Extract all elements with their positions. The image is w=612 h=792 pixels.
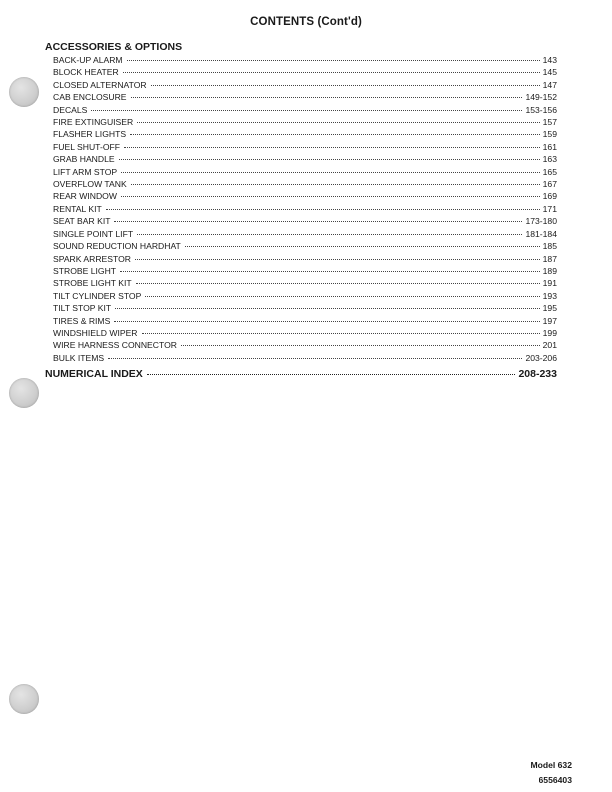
dot-leader: [108, 358, 522, 359]
dot-leader: [185, 246, 540, 247]
toc-entry-page: 187: [542, 253, 557, 264]
toc-entry-page: 143: [542, 55, 557, 65]
toc-entry-label: STROBE LIGHT: [53, 265, 117, 276]
dot-leader: [127, 60, 540, 61]
toc-entry-label: GRAB HANDLE: [53, 154, 115, 165]
dot-leader: [145, 296, 539, 297]
numerical-index-label: NUMERICAL INDEX: [45, 368, 143, 380]
toc-entry[interactable]: [53, 190, 557, 202]
footer-model: Model 632: [530, 760, 572, 770]
toc-entry[interactable]: [53, 54, 557, 66]
toc-entry[interactable]: [53, 116, 557, 128]
toc-entry-page: 201: [542, 340, 557, 351]
dot-leader: [120, 271, 540, 272]
binder-hole: [9, 378, 39, 408]
section-heading: ACCESSORIES & OPTIONS: [45, 41, 183, 53]
toc-entry-page: 181-184: [525, 228, 557, 239]
toc-entry[interactable]: [53, 253, 557, 265]
dot-leader: [121, 196, 540, 197]
dot-leader: [137, 122, 539, 123]
toc-entry-page: 149-152: [525, 92, 557, 103]
dot-leader: [130, 134, 540, 135]
toc-entry[interactable]: [53, 203, 557, 215]
dot-leader: [147, 374, 516, 375]
toc-entry[interactable]: [53, 290, 557, 302]
footer-part-number: 6556403: [538, 775, 572, 785]
toc-entry[interactable]: [53, 66, 557, 78]
numerical-index-entry[interactable]: [45, 368, 557, 380]
toc-entry[interactable]: [53, 277, 557, 289]
toc-entry-label: FUEL SHUT-OFF: [53, 141, 120, 152]
toc-entry[interactable]: [53, 141, 557, 153]
toc-entry-label: FIRE EXTINGUISER: [53, 117, 134, 128]
toc-entry-page: 173-180: [525, 216, 557, 227]
dot-leader: [106, 209, 540, 210]
dot-leader: [137, 234, 522, 235]
dot-leader: [91, 110, 522, 111]
dot-leader: [114, 321, 539, 322]
toc-entry-page: 191: [542, 278, 557, 289]
dot-leader: [131, 184, 540, 185]
toc-entry-page: 185: [542, 241, 557, 252]
toc-entry-label: OVERFLOW TANK: [53, 179, 127, 190]
dot-leader: [181, 345, 540, 346]
toc-entry-label: TIRES & RIMS: [53, 315, 111, 326]
toc-entry-page: 197: [542, 315, 557, 326]
toc-entry-label: BACK-UP ALARM: [53, 55, 123, 65]
toc-entry-page: 189: [542, 265, 557, 276]
toc-entry[interactable]: [53, 128, 557, 140]
dot-leader: [136, 283, 540, 284]
dot-leader: [121, 172, 540, 173]
toc-entry-page: 169: [542, 191, 557, 202]
page-title: CONTENTS (Cont'd): [250, 16, 362, 28]
dot-leader: [151, 85, 540, 86]
toc-entry-page: 195: [542, 303, 557, 314]
toc-entry[interactable]: [53, 228, 557, 240]
toc-entry-label: RENTAL KIT: [53, 203, 102, 214]
toc-entry[interactable]: [53, 265, 557, 277]
toc-entry-label: BULK ITEMS: [53, 352, 105, 363]
toc-entry[interactable]: [53, 153, 557, 165]
dot-leader: [119, 159, 540, 160]
toc-entry-page: 153-156: [525, 104, 557, 115]
toc-list: [53, 54, 557, 364]
binder-hole: [9, 684, 39, 714]
toc-entry[interactable]: [53, 79, 557, 91]
toc-entry[interactable]: [53, 327, 557, 339]
toc-entry-page: 171: [542, 203, 557, 214]
numerical-index-page: 208-233: [518, 368, 557, 380]
toc-entry-page: 145: [542, 67, 557, 78]
toc-entry-page: 147: [542, 79, 557, 90]
toc-entry-page: 161: [542, 141, 557, 152]
toc-entry-page: 199: [542, 327, 557, 338]
toc-entry[interactable]: [53, 240, 557, 252]
toc-entry-label: DECALS: [53, 104, 88, 115]
toc-entry-label: SPARK ARRESTOR: [53, 253, 132, 264]
dot-leader: [135, 259, 540, 260]
dot-leader: [123, 72, 540, 73]
toc-entry-page: 167: [542, 179, 557, 190]
toc-entry-label: FLASHER LIGHTS: [53, 129, 127, 140]
toc-entry-label: TILT CYLINDER STOP: [53, 290, 142, 301]
toc-entry[interactable]: [53, 302, 557, 314]
dot-leader: [131, 97, 523, 98]
toc-entry-page: 193: [542, 290, 557, 301]
toc-entry-label: REAR WINDOW: [53, 191, 117, 202]
toc-entry-page: 157: [542, 117, 557, 128]
toc-entry[interactable]: [53, 215, 557, 227]
toc-entry-page: 163: [542, 154, 557, 165]
toc-entry[interactable]: [53, 339, 557, 351]
dot-leader: [142, 333, 540, 334]
toc-entry-label: CAB ENCLOSURE: [53, 92, 127, 103]
toc-entry-label: WINDSHIELD WIPER: [53, 327, 138, 338]
toc-entry-page: 159: [542, 129, 557, 140]
toc-entry-label: BLOCK HEATER: [53, 67, 119, 78]
toc-entry-label: LIFT ARM STOP: [53, 166, 118, 177]
toc-entry-label: CLOSED ALTERNATOR: [53, 79, 147, 90]
dot-leader: [115, 308, 540, 309]
toc-entry[interactable]: [53, 91, 557, 103]
toc-entry[interactable]: [53, 352, 557, 364]
toc-entry-label: SOUND REDUCTION HARDHAT: [53, 241, 181, 252]
toc-entry-label: TILT STOP KIT: [53, 303, 112, 314]
toc-entry[interactable]: [53, 166, 557, 178]
toc-entry-page: 165: [542, 166, 557, 177]
toc-entry[interactable]: [53, 178, 557, 190]
toc-entry-label: WIRE HARNESS CONNECTOR: [53, 340, 177, 351]
dot-leader: [124, 147, 540, 148]
toc-entry-page: 203-206: [525, 352, 557, 363]
toc-entry-label: SEAT BAR KIT: [53, 216, 111, 227]
toc-entry-label: STROBE LIGHT KIT: [53, 278, 132, 289]
toc-entry-label: SINGLE POINT LIFT: [53, 228, 134, 239]
binder-hole: [9, 77, 39, 107]
dot-leader: [114, 221, 522, 222]
toc-entry[interactable]: [53, 104, 557, 116]
toc-entry[interactable]: [53, 315, 557, 327]
